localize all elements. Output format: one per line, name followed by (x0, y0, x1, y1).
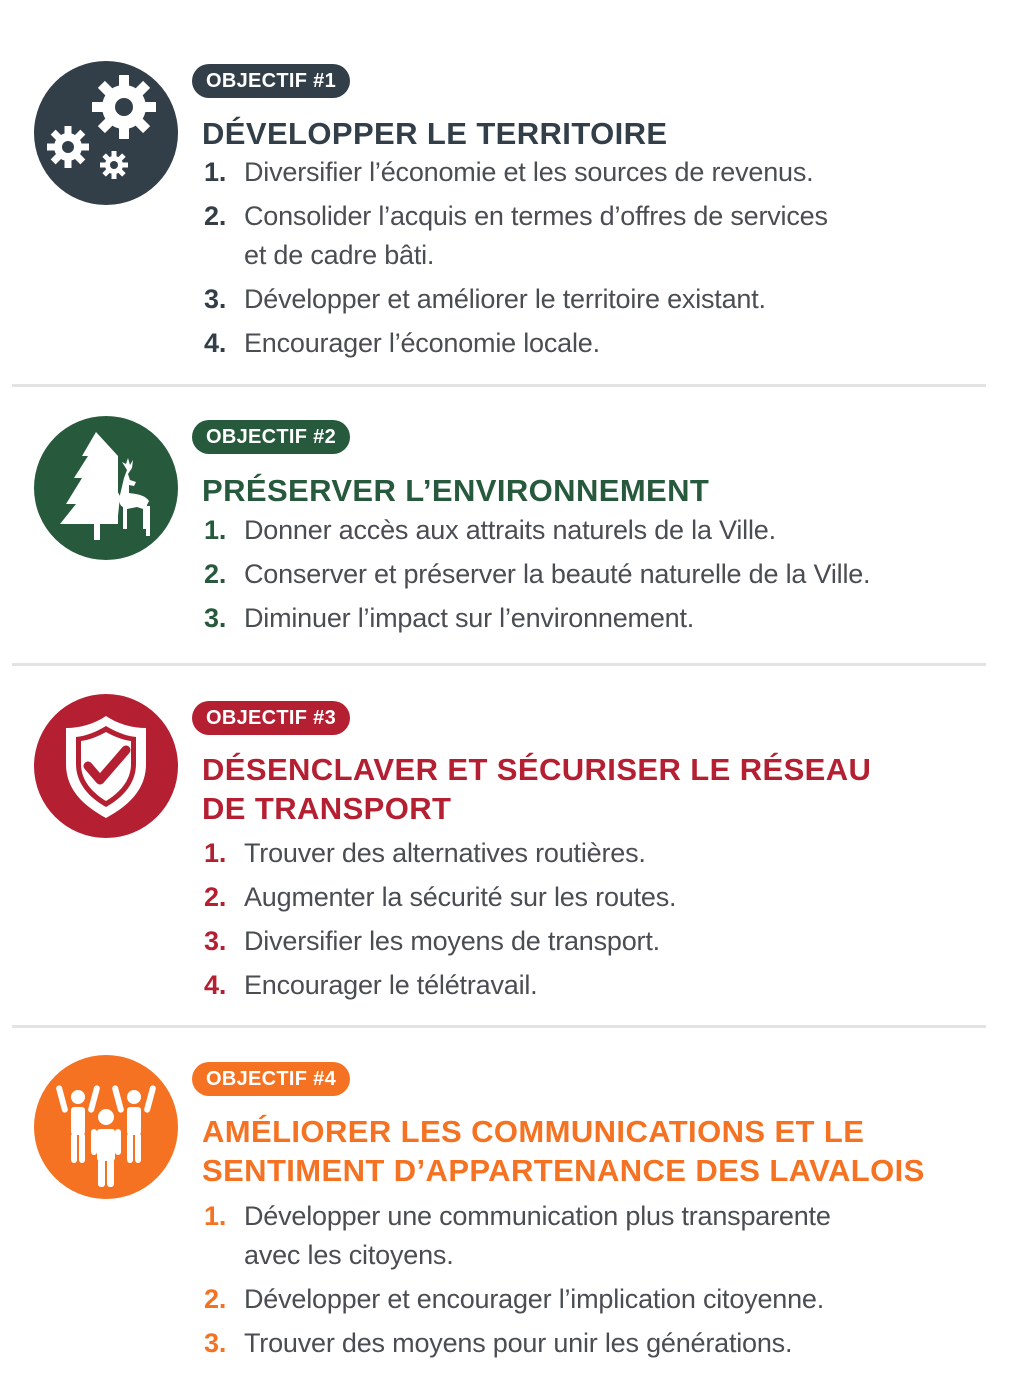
people-icon (34, 1055, 178, 1199)
list-item (204, 834, 994, 873)
item-text: Encourager le télétravail. (244, 970, 538, 1000)
list-item (204, 280, 994, 319)
item-number: 3. (204, 926, 227, 956)
item-text: Diminuer l’impact sur l’environnement. (244, 603, 695, 633)
item-number: 4. (204, 970, 227, 1000)
objective-title (202, 1112, 982, 1190)
shield-check-icon (34, 694, 178, 838)
list-item (204, 324, 994, 363)
title-line: DÉVELOPPER LE TERRITOIRE (202, 116, 668, 151)
list-item (204, 511, 994, 550)
objective-title (202, 114, 982, 153)
section-divider (12, 384, 986, 387)
item-number: 2. (204, 882, 227, 912)
item-number: 1. (204, 1201, 227, 1231)
item-number: 1. (204, 157, 227, 187)
item-text: Développer et améliorer le territoire existant. (244, 284, 766, 314)
list-item (204, 599, 994, 638)
item-text: Trouver des moyens pour unir les générations. (244, 1328, 793, 1358)
item-text: Trouver des alternatives routières. (244, 838, 646, 868)
list-item (204, 966, 994, 1005)
item-text: et de cadre bâti. (244, 240, 435, 270)
list-item (204, 197, 994, 275)
item-number: 3. (204, 284, 227, 314)
objective-badge: OBJECTIF #4 (192, 1062, 350, 1096)
objective-list (204, 1197, 994, 1368)
item-text: Diversifier l’économie et les sources de revenus. (244, 157, 814, 187)
title-line: PRÉSERVER L’ENVIRONNEMENT (202, 473, 710, 508)
title-line: DÉSENCLAVER ET SÉCURISER LE RÉSEAU (202, 752, 872, 787)
objective-list (204, 153, 994, 368)
title-line: DE TRANSPORT (202, 791, 452, 826)
item-number: 2. (204, 201, 227, 231)
list-item (204, 1280, 994, 1319)
objective-list (204, 511, 994, 643)
list-item (204, 153, 994, 192)
item-number: 1. (204, 838, 227, 868)
objective-badge: OBJECTIF #3 (192, 701, 350, 735)
item-number: 1. (204, 515, 227, 545)
title-line: AMÉLIORER LES COMMUNICATIONS ET LE (202, 1114, 865, 1149)
list-item (204, 555, 994, 594)
list-item (204, 922, 994, 961)
item-text: Augmenter la sécurité sur les routes. (244, 882, 677, 912)
item-text: Conserver et préserver la beauté naturelle de la Ville. (244, 559, 871, 589)
tree-deer-icon (34, 416, 178, 560)
objective-title (202, 750, 982, 828)
item-text: Encourager l’économie locale. (244, 328, 600, 358)
item-number: 3. (204, 603, 227, 633)
list-item (204, 1197, 994, 1275)
item-text: Donner accès aux attraits naturels de la Ville. (244, 515, 776, 545)
objective-list (204, 834, 994, 1010)
item-number: 2. (204, 1284, 227, 1314)
item-text: avec les citoyens. (244, 1240, 454, 1270)
item-number: 4. (204, 328, 227, 358)
section-divider (12, 1025, 986, 1028)
objective-badge: OBJECTIF #2 (192, 420, 350, 454)
item-text: Diversifier les moyens de transport. (244, 926, 660, 956)
objective-title (202, 471, 982, 510)
gears-icon (34, 61, 178, 205)
item-text: Développer une communication plus transparente (244, 1201, 831, 1231)
item-number: 2. (204, 559, 227, 589)
list-item (204, 878, 994, 917)
item-text: Consolider l’acquis en termes d’offres de services (244, 201, 828, 231)
objective-badge: OBJECTIF #1 (192, 64, 350, 98)
item-text: Développer et encourager l’implication citoyenne. (244, 1284, 825, 1314)
list-item (204, 1324, 994, 1363)
item-number: 3. (204, 1328, 227, 1358)
title-line: SENTIMENT D’APPARTENANCE DES LAVALOIS (202, 1153, 925, 1188)
section-divider (12, 663, 986, 666)
